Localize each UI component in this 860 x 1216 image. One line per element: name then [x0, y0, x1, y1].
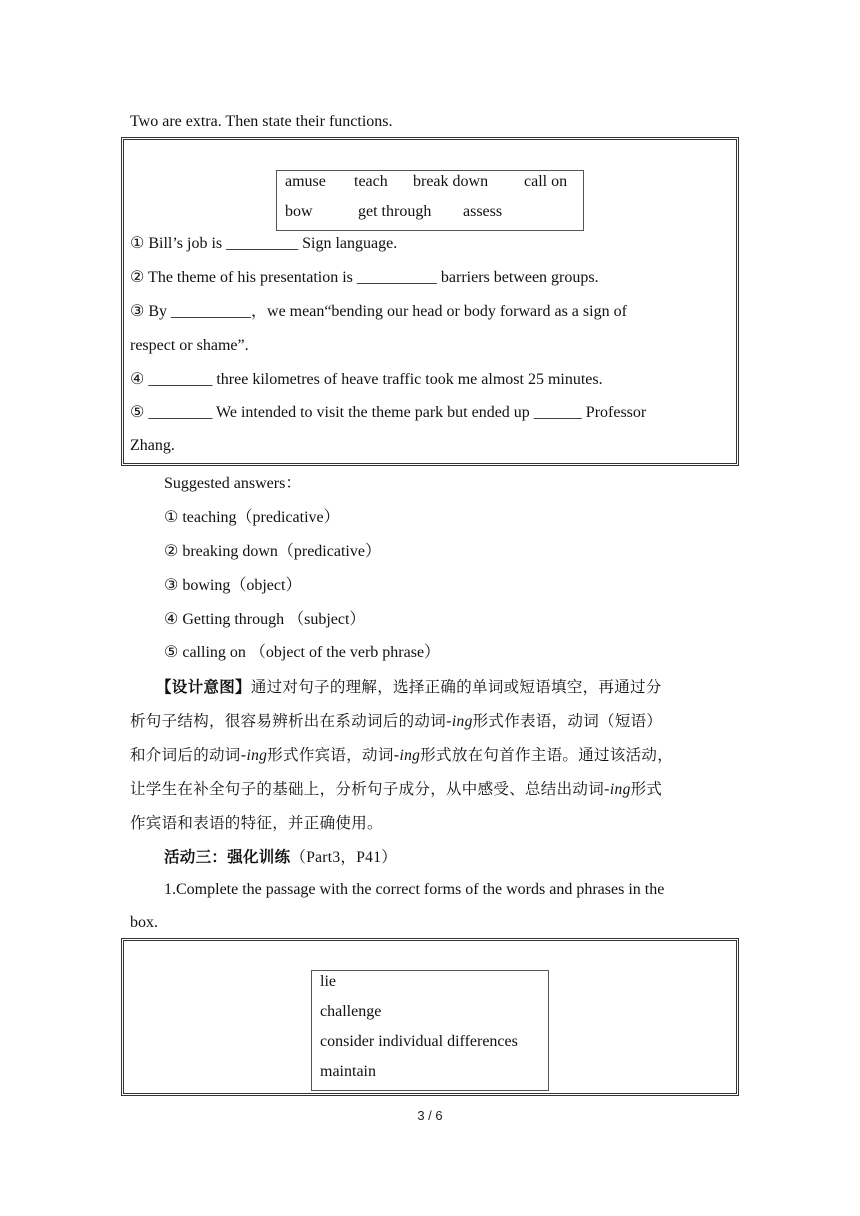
activity-3-title: 活动三：强化训练: [164, 848, 291, 866]
sentence-5-cont: Zhang.: [130, 437, 175, 454]
word-teach: teach: [354, 173, 388, 190]
intro-line: Two are extra. Then state their functions.: [130, 113, 393, 130]
answer-3: ③ bowing（object）: [164, 577, 302, 594]
task-1-line-2: box.: [130, 914, 158, 931]
task-1-line-1: 1.Complete the passage with the correct forms of the words and phrases in the: [164, 881, 665, 898]
design-intent-text-4a: 让学生在补全句子的基础上，分析句子成分，从中感受、总结出动词-: [130, 780, 610, 798]
design-intent-label: 【设计意图】: [156, 678, 251, 696]
design-intent-text-4b: 形式: [630, 780, 663, 798]
design-intent-line-5: 作宾语和表语的特征，并正确使用。: [130, 814, 383, 832]
ing-term: ing: [609, 781, 631, 798]
design-intent-line-3: [130, 745, 673, 766]
word-call-on: call on: [524, 173, 568, 190]
sentence-4: ④ ________ three kilometres of heave traffic took me almost 25 minutes.: [130, 371, 603, 388]
word-lie: lie: [320, 973, 336, 990]
sentence-3: ③ By __________，we mean“bending our head or body forward as a sign of: [130, 303, 627, 320]
design-intent-line-1: [156, 677, 662, 697]
answer-1: ① teaching（predicative）: [164, 509, 340, 526]
design-intent-text-2a: 析句子结构，很容易辨析出在系动词后的动词-: [130, 712, 452, 730]
design-intent-text-3b: 形式作宾语，动词-: [267, 746, 400, 764]
word-break-down: break down: [413, 173, 489, 190]
page-number: 3 / 6: [417, 1108, 443, 1123]
answer-4: ④ Getting through （subject）: [164, 611, 366, 628]
word-get-through: get through: [358, 203, 432, 220]
word-assess: assess: [463, 203, 503, 220]
word-maintain: maintain: [320, 1063, 376, 1080]
answers-heading: Suggested answers：: [164, 475, 302, 492]
word-bow: bow: [285, 203, 313, 220]
design-intent-text-3c: 形式放在句首作主语。通过该活动，: [420, 746, 674, 764]
word-box-1: [276, 170, 584, 231]
word-challenge: challenge: [320, 1003, 382, 1020]
sentence-2: ② The theme of his presentation is __________ barriers between groups.: [130, 269, 599, 286]
sentence-3-cont: respect or shame”.: [130, 337, 249, 354]
ing-term: ing: [451, 713, 473, 730]
answer-5: ⑤ calling on （object of the verb phrase）: [164, 644, 441, 661]
sentence-1: ① Bill’s job is _________ Sign language.: [130, 235, 398, 252]
design-intent-line-4: [130, 779, 662, 800]
word-amuse: amuse: [285, 173, 326, 190]
activity-3-heading: [164, 847, 397, 868]
ing-term: ing: [246, 747, 268, 764]
design-intent-text-3a: 和介词后的动词-: [130, 746, 247, 764]
ing-term: ing: [399, 747, 421, 764]
activity-3-ref: （Part3，P41）: [290, 849, 398, 866]
sentence-5: ⑤ ________ We intended to visit the theme park but ended up ______ Professor: [130, 404, 647, 421]
answer-2: ② breaking down（predicative）: [164, 543, 381, 560]
word-consider-individual-differences: consider individual differences: [320, 1033, 518, 1050]
design-intent-text-2b: 形式作表语，动词（短语）: [472, 712, 663, 730]
design-intent-line-2: [130, 711, 662, 732]
word-box-2: [311, 970, 549, 1091]
design-intent-text-1: 通过对句子的理解，选择正确的单词或短语填空，再通过分: [250, 678, 662, 696]
